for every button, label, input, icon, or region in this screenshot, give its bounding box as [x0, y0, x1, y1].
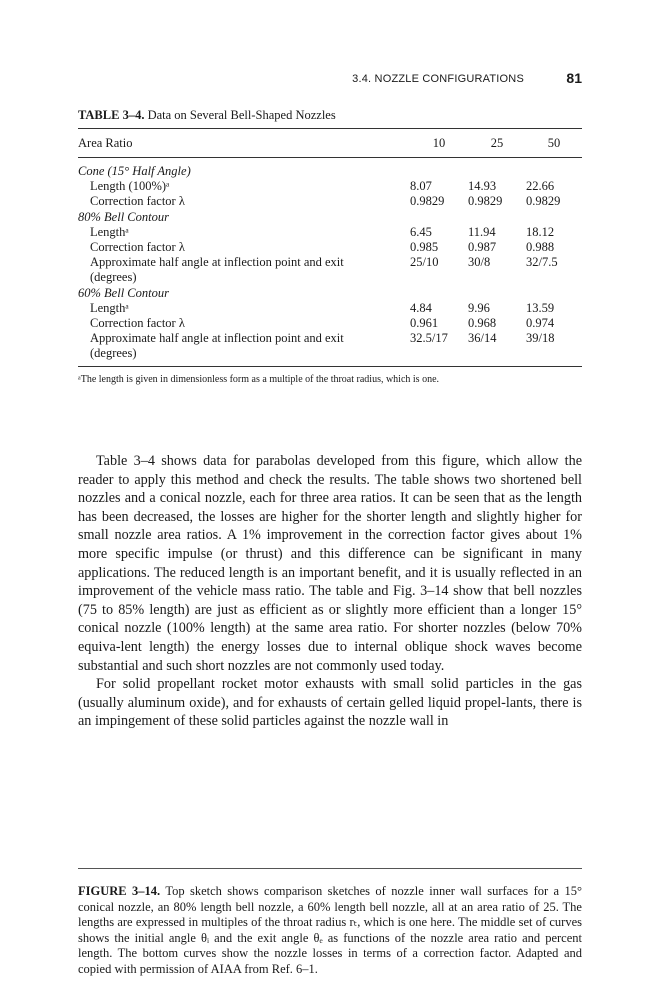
table-row-continuation	[78, 346, 582, 366]
header-area-ratio: Area Ratio	[78, 129, 410, 158]
row-label: Lengthᵃ	[90, 224, 129, 239]
table-row	[78, 316, 582, 331]
header-value: 25	[468, 129, 526, 158]
header-value: 50	[526, 129, 582, 158]
cell-value: 0.985	[410, 240, 439, 255]
cell-value: 0.974	[526, 316, 555, 331]
table-row	[78, 255, 582, 270]
section-title: Cone (15° Half Angle)	[78, 164, 191, 178]
divider	[78, 868, 582, 869]
table-row-continuation	[78, 270, 582, 285]
page-number: 81	[566, 70, 582, 86]
cell-value: 14.93	[468, 179, 497, 194]
cell-value: 6.45	[410, 224, 432, 239]
cell-value: 0.9829	[468, 194, 503, 209]
cell-value: 13.59	[526, 300, 555, 315]
section-heading-row	[78, 210, 582, 225]
table-caption-text: Data on Several Bell-Shaped Nozzles	[147, 108, 336, 122]
cell-value: 0.968	[468, 316, 497, 331]
figure-caption	[78, 884, 582, 978]
figure-caption-text: Top sketch shows comparison sketches of nozzle inner wall surfaces for a 15° conical nozzle, an 80% length bell nozzle, a 60% length bell nozzle, all at an area ratio of 25. The lengths are expressed in multiples of the throat radius rₜ, which is one here. The middle set of curves shows the initial angle θᵢ and the exit angle θₑ as functions of the nozzle area ratio and percent length. The bottom curves show the nozzle losses in terms of a correction factor. Adapted and copied with permission of AIAA from Ref. 6–1.	[78, 884, 582, 976]
cell-value: 11.94	[468, 224, 496, 239]
cell-value: 36/14	[468, 331, 497, 346]
cell-value: 30/8	[468, 255, 491, 270]
section-heading-row	[78, 158, 582, 180]
row-label-continuation: (degrees)	[90, 270, 137, 285]
running-head	[78, 70, 582, 90]
table-caption	[78, 108, 336, 123]
paragraph: Table 3–4 shows data for parabolas developed from this figure, which allow the reader to apply this method and check the results. The table shows two shortened bell nozzles and a conical nozzle, each for three area ratios. It can be seen that as the length has been decreased, the losses are higher for the shorter length and slightly higher for small nozzle area ratios. A 1% improvement in the correction factor gives about 1% more specific impulse (or thrust) and this difference can be significant in many applications. The reduced length is an important benefit, and it is usually reflected in an improvement of the vehicle mass ratio. The table and Fig. 3–14 show that bell nozzles (75 to 85% length) are just as efficient as or slightly more efficient than a longer 15° conical nozzle (100% length) at the same area ratio. For shorter nozzles (below 70% equiva-lent length) the energy losses due to internal oblique shock waves become substantial and such short nozzles are not commonly used today.	[78, 453, 582, 674]
cell-value: 0.988	[526, 240, 555, 255]
table-footnote: ᵃThe length is given in dimensionless form as a multiple of the throat radius, which is one.	[78, 374, 440, 385]
nozzle-data-table	[78, 128, 582, 367]
section-title: 80% Bell Contour	[78, 209, 169, 224]
cell-value: 32/7.5	[526, 255, 558, 270]
table-row	[78, 331, 582, 346]
cell-value: 25/10	[410, 255, 439, 270]
cell-value: 0.961	[410, 316, 439, 331]
row-label: Length (100%)ᵃ	[90, 179, 170, 194]
paragraph: For solid propellant rocket motor exhausts with small solid particles in the gas (usually aluminum oxide), and for exhausts of certain gelled liquid propel-lants, there is an impingement of these solid particles against the nozzle wall in	[78, 676, 582, 730]
table-row	[78, 194, 582, 209]
table-row	[78, 225, 582, 240]
row-label: Lengthᵃ	[90, 300, 129, 315]
section-title: 60% Bell Contour	[78, 285, 169, 300]
header-value: 10	[410, 129, 468, 158]
row-label: Correction factor λ	[90, 316, 185, 331]
section-heading-row	[78, 286, 582, 301]
cell-value: 18.12	[526, 224, 555, 239]
cell-value: 9.96	[468, 300, 490, 315]
body-text	[78, 452, 582, 731]
cell-value: 22.66	[526, 179, 555, 194]
cell-value: 0.9829	[410, 194, 445, 209]
table-row	[78, 179, 582, 194]
cell-value: 4.84	[410, 300, 432, 315]
running-head-section: 3.4. NOZZLE CONFIGURATIONS	[352, 73, 524, 85]
row-label-continuation: (degrees)	[78, 346, 410, 366]
cell-value: 8.07	[410, 179, 432, 194]
table-row	[78, 301, 582, 316]
row-label: Correction factor λ	[90, 240, 185, 255]
row-label: Approximate half angle at inflection point and exit	[90, 255, 344, 270]
row-label: Approximate half angle at inflection point and exit	[90, 331, 344, 346]
table-header-row	[78, 129, 582, 158]
cell-value: 39/18	[526, 331, 555, 346]
figure-caption-label: FIGURE 3–14.	[78, 884, 161, 898]
cell-value: 0.987	[468, 240, 497, 255]
table-caption-label: TABLE 3–4.	[78, 108, 145, 122]
table-row	[78, 240, 582, 255]
row-label: Correction factor λ	[90, 194, 185, 209]
cell-value: 0.9829	[526, 194, 561, 209]
cell-value: 32.5/17	[410, 331, 448, 346]
